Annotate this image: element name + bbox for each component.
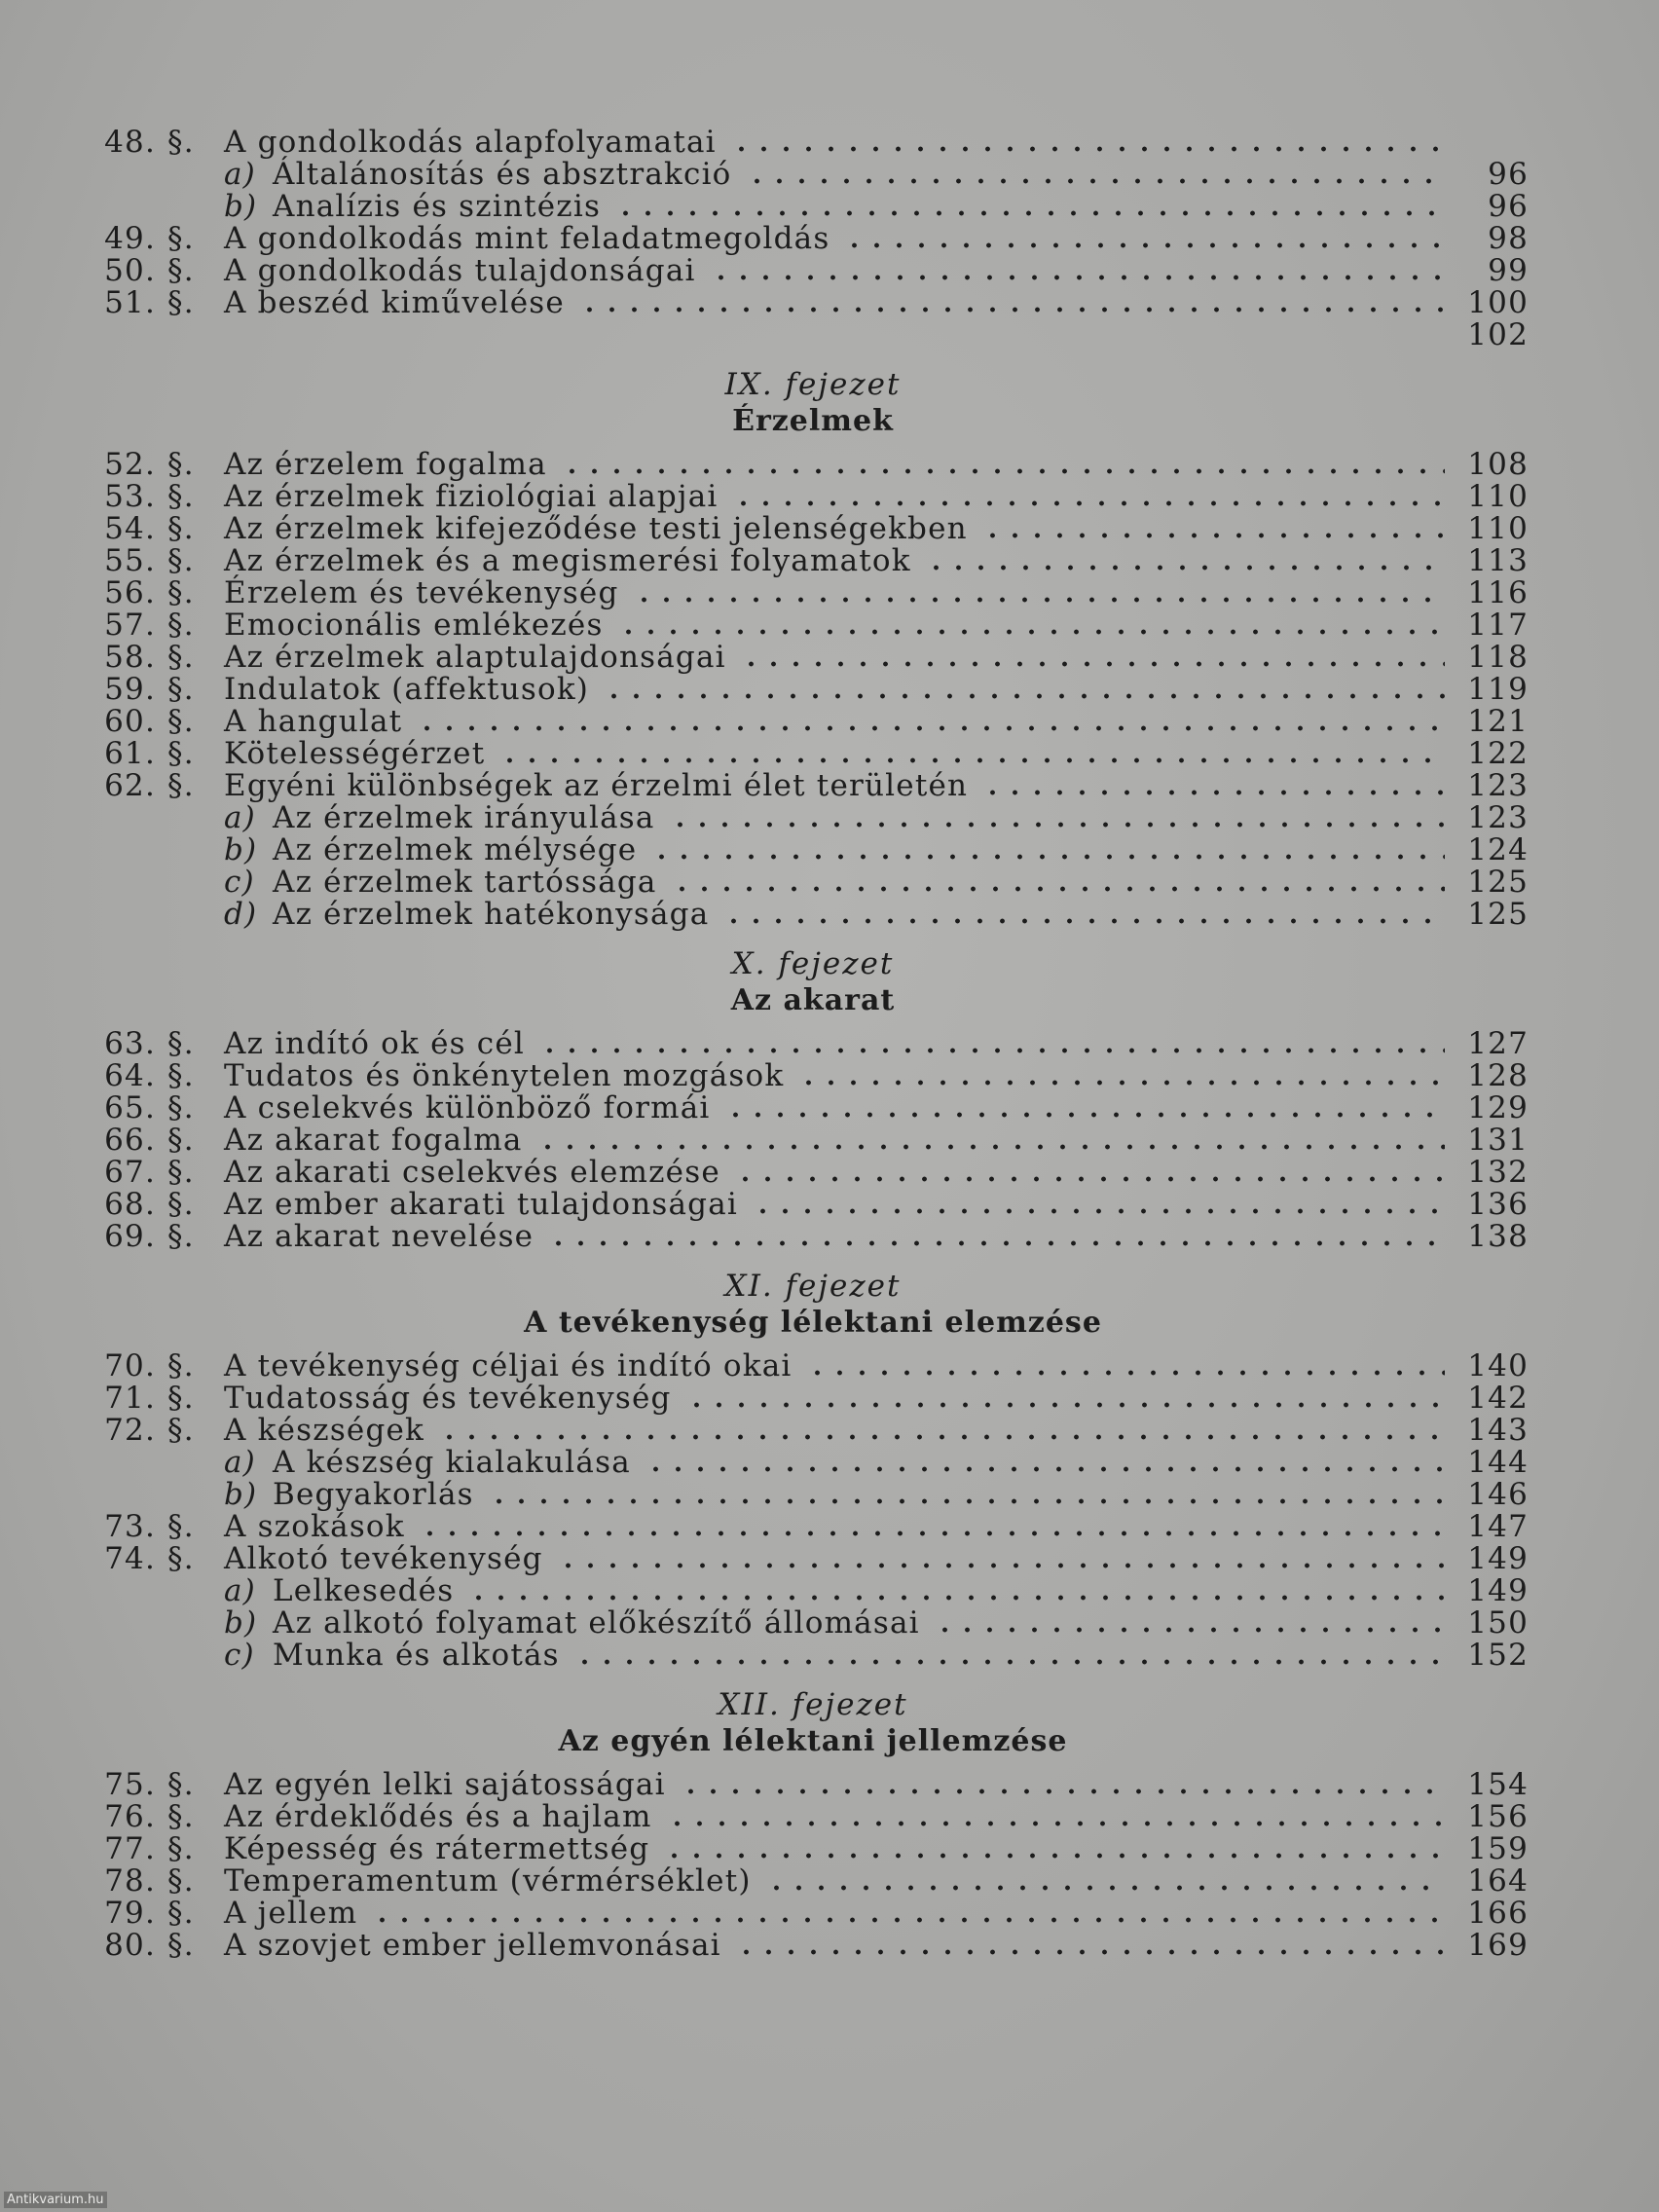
section-number: 73. [104,1509,156,1544]
page-number: 96 [1488,189,1529,224]
subsection-letter: c) [224,1638,255,1673]
toc-entry[interactable] [97,770,1529,802]
entry-title: A gondolkodás alapfolyamatai [224,125,717,160]
entry-title: Az érzelmek hatékonysága [273,897,710,932]
toc-entry[interactable] [97,127,1529,159]
section-mark: §. [167,1863,195,1899]
toc-entry[interactable] [97,674,1529,706]
section-mark: §. [167,479,195,514]
entry-title: Érzelem és tevékenység [224,575,619,610]
section-mark: §. [167,1090,195,1125]
page-number: 108 [1467,447,1529,482]
toc-entry[interactable] [97,1060,1529,1092]
dot-leader [419,1530,1445,1536]
entry-title: Az érzelmek irányulása [273,800,655,835]
toc-entry[interactable] [97,802,1529,834]
section-number: 60. [104,704,156,739]
table-of-contents [97,127,1529,1962]
section-mark: §. [167,1896,195,1931]
entry-title: Az érzelem fogalma [224,447,547,482]
entry-title: Az akarat fogalma [224,1123,523,1158]
section-number: 71. [104,1381,156,1416]
toc-entry[interactable] [97,1511,1529,1543]
section-number: 80. [104,1928,156,1963]
page-number: 131 [1467,1123,1529,1158]
dot-leader [735,1949,1445,1955]
dot-leader [547,1240,1445,1246]
entry-title: Begyakorlás [273,1477,474,1512]
entry-title: A cselekvés különböző formái [224,1090,711,1125]
dot-leader [843,242,1445,248]
page-number: 132 [1467,1155,1529,1190]
dot-leader [557,1563,1445,1568]
page-number: 118 [1467,640,1529,675]
entry-title: Képesség és rátermettség [224,1831,650,1866]
dot-leader [722,918,1445,924]
section-number: 65. [104,1090,156,1125]
dot-leader [669,822,1445,828]
toc-entry[interactable] [97,866,1529,899]
page-number: 149 [1467,1541,1529,1576]
toc-entry[interactable] [97,1479,1529,1511]
section-number: 66. [104,1123,156,1158]
entry-title: A szovjet ember jellemvonásai [224,1928,721,1963]
toc-entry[interactable] [97,191,1529,223]
dot-leader [981,790,1445,795]
dot-leader [617,629,1445,635]
dot-leader [680,1788,1445,1794]
dot-leader [740,661,1445,667]
entry-title: Az érzelmek alaptulajdonságai [224,640,726,675]
toc-entry[interactable] [97,223,1529,255]
dot-leader [371,1917,1445,1923]
section-number: 51. [104,285,156,320]
toc-entry[interactable] [97,1640,1529,1672]
dot-leader [730,146,1445,152]
chapter-heading: X. fejezet [731,946,895,981]
entry-title: A szokások [224,1509,405,1544]
section-number: 69. [104,1219,156,1254]
section-mark: §. [167,1413,195,1448]
section-mark: §. [167,1381,195,1416]
toc-entry[interactable] [97,449,1529,481]
page-number: 113 [1467,543,1529,578]
section-mark: §. [167,1187,195,1222]
page-number: 150 [1467,1605,1529,1641]
page-number: 96 [1488,157,1529,192]
entry-title: Az érzelmek tartóssága [273,865,657,900]
subsection-letter: b) [224,1477,258,1512]
page-number: 147 [1467,1509,1529,1544]
toc-entry[interactable] [97,1157,1529,1189]
dot-leader [765,1885,1445,1891]
toc-entry[interactable] [97,1865,1529,1898]
dot-leader [797,1080,1445,1086]
section-number: 53. [104,479,156,514]
dot-leader [573,1659,1445,1665]
section-mark: §. [167,221,195,256]
section-mark: §. [167,1928,195,1963]
dot-leader [734,1176,1445,1182]
section-number: 62. [104,768,156,803]
page-number: 149 [1467,1573,1529,1608]
entry-title: Az érzelmek kifejeződése testi jelenségekben [224,511,968,546]
toc-entry[interactable] [97,1382,1529,1415]
section-mark: §. [167,1219,195,1254]
subsection-letter: b) [224,1605,258,1641]
toc-entry[interactable] [97,1607,1529,1640]
entry-title: A beszéd kiművelése [224,285,565,320]
entry-title: Lelkesedés [273,1573,455,1608]
section-mark: §. [167,1026,195,1061]
subsection-letter: a) [224,157,256,192]
page-number: 152 [1467,1638,1529,1673]
section-number: 54. [104,511,156,546]
page-number: 127 [1467,1026,1529,1061]
chapter-title: Érzelmek [732,404,894,438]
page-number: 140 [1467,1348,1529,1383]
toc-entry[interactable] [97,513,1529,545]
toc-entry[interactable] [97,1350,1529,1382]
section-mark: §. [167,1541,195,1576]
toc-entry[interactable] [97,1124,1529,1157]
page-number: 110 [1467,511,1529,546]
entry-title: A készség kialakulása [273,1445,631,1480]
page-number: 136 [1467,1187,1529,1222]
toc-entry[interactable] [97,738,1529,770]
entry-title: Az alkotó folyamat előkészítő állomásai [273,1605,920,1641]
entry-title: Az akarati cselekvés elemzése [224,1155,720,1190]
dot-leader [416,725,1445,731]
section-number: 72. [104,1413,156,1448]
dot-leader [671,886,1445,892]
chapter-heading: IX. fejezet [724,367,902,402]
section-mark: §. [167,253,195,288]
page-number: 125 [1467,865,1529,900]
toc-entry[interactable] [97,1189,1529,1221]
page-number: 123 [1467,800,1529,835]
section-number: 52. [104,447,156,482]
entry-title: A hangulat [224,704,403,739]
toc-entry[interactable] [97,319,1529,351]
section-mark: §. [167,543,195,578]
entry-title: Temperamentum (vérmérséklet) [224,1863,752,1899]
entry-title: A jellem [224,1896,358,1931]
page-number: 142 [1467,1381,1529,1416]
subsection-letter: b) [224,189,258,224]
entry-title: Az ember akarati tulajdonságai [224,1187,738,1222]
dot-leader [578,307,1445,313]
entry-title: Analízis és szintézis [273,189,602,224]
dot-leader [666,1821,1445,1826]
toc-entry[interactable] [97,1447,1529,1479]
page-number: 119 [1467,672,1529,707]
section-number: 77. [104,1831,156,1866]
page-number: 129 [1467,1090,1529,1125]
subsection-letter: c) [224,865,255,900]
section-mark: §. [167,1058,195,1093]
subsection-letter: b) [224,832,258,867]
section-number: 58. [104,640,156,675]
dot-leader [438,1434,1445,1440]
toc-entry[interactable] [97,1415,1529,1447]
section-mark: §. [167,511,195,546]
page-number: 99 [1488,253,1529,288]
page-number: 156 [1467,1799,1529,1834]
toc-entry[interactable] [97,481,1529,513]
entry-title: A gondolkodás tulajdonságai [224,253,696,288]
toc-entry[interactable] [97,609,1529,642]
page-number: 138 [1467,1219,1529,1254]
entry-title: Emocionális emlékezés [224,608,604,643]
section-mark: §. [167,672,195,707]
page-number: 159 [1467,1831,1529,1866]
section-mark: §. [167,608,195,643]
section-mark: §. [167,1155,195,1190]
page-number: 144 [1467,1445,1529,1480]
dot-leader [488,1498,1445,1504]
toc-entry[interactable] [97,255,1529,287]
dot-leader [467,1595,1445,1601]
page-number: 121 [1467,704,1529,739]
page-number: 100 [1467,285,1529,320]
page-number: 146 [1467,1477,1529,1512]
entry-title: Az akarat nevelése [224,1219,535,1254]
section-number: 76. [104,1799,156,1834]
section-number: 63. [104,1026,156,1061]
subsection-letter: d) [224,897,258,932]
section-mark: §. [167,125,195,160]
section-number: 68. [104,1187,156,1222]
section-number: 67. [104,1155,156,1190]
entry-title: Kötelességérzet [224,736,486,771]
entry-title: Általánosítás és absztrakció [273,157,732,192]
toc-entry[interactable] [97,287,1529,319]
toc-entry[interactable] [97,1092,1529,1124]
dot-leader [806,1370,1445,1376]
section-mark: §. [167,1509,195,1544]
page-number: 128 [1467,1058,1529,1093]
page-number: 110 [1467,479,1529,514]
entry-title: Az érdeklődés és a hajlam [224,1799,652,1834]
dot-leader [710,275,1445,280]
dot-leader [603,693,1445,699]
section-mark: §. [167,704,195,739]
section-mark: §. [167,285,195,320]
dot-leader [732,500,1445,506]
page-number: 117 [1467,608,1529,643]
watermark: Antikvarium.hu [4,2192,107,2208]
page-number: 124 [1467,832,1529,867]
dot-leader [752,1208,1445,1214]
entry-title: Az érzelmek mélysége [273,832,638,867]
toc-entry[interactable] [97,1833,1529,1865]
dot-leader [498,757,1445,763]
chapter-title: Az akarat [730,983,896,1017]
page-number: 143 [1467,1413,1529,1448]
subsection-letter: a) [224,1573,256,1608]
dot-leader [561,468,1445,474]
entry-title: A készségek [224,1413,425,1448]
chapter-title: A tevékenység lélektani elemzése [524,1306,1102,1340]
dot-leader [981,533,1445,538]
section-number: 64. [104,1058,156,1093]
chapter-heading: XI. fejezet [724,1269,902,1304]
section-number: 50. [104,253,156,288]
section-number: 70. [104,1348,156,1383]
section-mark: §. [167,1831,195,1866]
entry-title: A tevékenység céljai és indító okai [224,1348,793,1383]
page-number: 116 [1467,575,1529,610]
entry-title: Az érzelmek és a megismerési folyamatok [224,543,911,578]
entry-title: Az indító ok és cél [224,1026,526,1061]
toc-entry[interactable] [97,1801,1529,1833]
page-number: 125 [1467,897,1529,932]
section-number: 61. [104,736,156,771]
subsection-letter: a) [224,1445,256,1480]
dot-leader [925,565,1445,571]
page-number: 164 [1467,1863,1529,1899]
toc-entry[interactable] [97,1221,1529,1253]
section-number: 57. [104,608,156,643]
subsection-letter: a) [224,800,256,835]
dot-leader [934,1627,1445,1633]
page-number: 154 [1467,1767,1529,1802]
entry-title: A gondolkodás mint feladatmegoldás [224,221,830,256]
section-mark: §. [167,447,195,482]
dot-leader [645,1466,1445,1472]
dot-leader [724,1112,1445,1118]
entry-title: Egyéni különbségek az érzelmi élet területén [224,768,969,803]
entry-title: Az egyén lelki sajátosságai [224,1767,666,1802]
section-number: 56. [104,575,156,610]
page-number: 169 [1467,1928,1529,1963]
toc-entry[interactable] [97,545,1529,577]
dot-leader [538,1048,1445,1053]
section-mark: §. [167,736,195,771]
section-mark: §. [167,1348,195,1383]
page-number: 98 [1488,221,1529,256]
section-mark: §. [167,1767,195,1802]
section-number: 55. [104,543,156,578]
dot-leader [536,1144,1445,1150]
toc-entry[interactable] [97,1028,1529,1060]
page-number: 166 [1467,1896,1529,1931]
entry-title: Tudatos és önkénytelen mozgások [224,1058,785,1093]
entry-title: Munka és alkotás [273,1638,560,1673]
toc-entry[interactable] [97,577,1529,609]
entry-title: Az érzelmek fiziológiai alapjai [224,479,719,514]
page-number: 123 [1467,768,1529,803]
page-number: 122 [1467,736,1529,771]
dot-leader [685,1402,1445,1408]
toc-entry[interactable] [97,1898,1529,1930]
section-mark: §. [167,575,195,610]
toc-entry[interactable] [97,1575,1529,1607]
chapter-title: Az egyén lélektani jellemzése [558,1724,1068,1758]
section-mark: §. [167,640,195,675]
section-number: 49. [104,221,156,256]
section-number: 75. [104,1767,156,1802]
dot-leader [614,210,1445,216]
section-mark: §. [167,1123,195,1158]
section-number: 74. [104,1541,156,1576]
section-number: 78. [104,1863,156,1899]
toc-entry[interactable] [97,1543,1529,1575]
dot-leader [663,1853,1445,1859]
toc-entry[interactable] [97,1769,1529,1801]
section-number: 59. [104,672,156,707]
entry-title: Alkotó tevékenység [224,1541,543,1576]
dot-leader [746,178,1445,184]
toc-entry[interactable] [97,642,1529,674]
toc-entry[interactable] [97,159,1529,191]
entry-title: Tudatosság és tevékenység [224,1381,672,1416]
dot-leader [650,854,1445,860]
toc-entry[interactable] [97,899,1529,931]
page-number: 102 [1467,317,1529,352]
toc-entry[interactable] [97,834,1529,866]
chapter-heading: XII. fejezet [718,1687,908,1722]
entry-title: Indulatok (affektusok) [224,672,590,707]
dot-leader [633,597,1445,603]
section-number: 79. [104,1896,156,1931]
toc-entry[interactable] [97,1930,1529,1962]
toc-entry[interactable] [97,706,1529,738]
section-mark: §. [167,768,195,803]
section-number: 48. [104,125,156,160]
section-mark: §. [167,1799,195,1834]
